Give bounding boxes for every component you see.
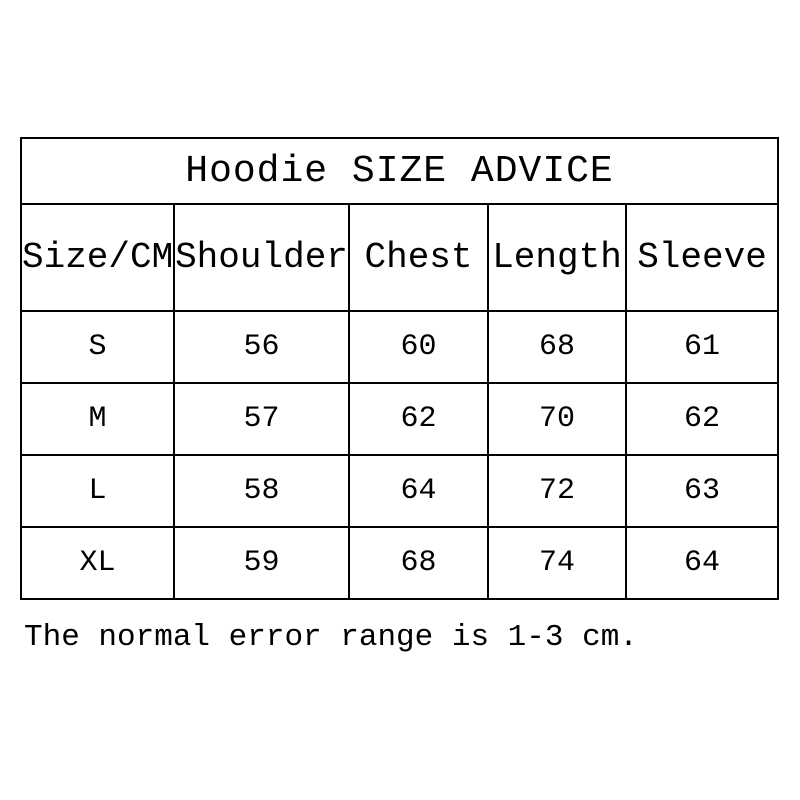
chest-value: 64 bbox=[349, 455, 488, 527]
header-row bbox=[21, 204, 778, 311]
shoulder-value: 59 bbox=[174, 527, 349, 599]
length-value: 68 bbox=[488, 311, 626, 383]
size-label: XL bbox=[21, 527, 174, 599]
size-label: M bbox=[21, 383, 174, 455]
column-header-size: Size/CM bbox=[21, 204, 174, 311]
chest-value: 62 bbox=[349, 383, 488, 455]
shoulder-value: 56 bbox=[174, 311, 349, 383]
sleeve-value: 62 bbox=[626, 383, 778, 455]
chest-value: 68 bbox=[349, 527, 488, 599]
table-title: Hoodie SIZE ADVICE bbox=[21, 138, 778, 204]
chest-value: 60 bbox=[349, 311, 488, 383]
table-row-s bbox=[21, 311, 778, 383]
title-row bbox=[21, 138, 778, 204]
size-label: S bbox=[21, 311, 174, 383]
table-row-m bbox=[21, 383, 778, 455]
table-row-xl bbox=[21, 527, 778, 599]
table-row-l bbox=[21, 455, 778, 527]
sleeve-value: 63 bbox=[626, 455, 778, 527]
size-label: L bbox=[21, 455, 174, 527]
column-header-length: Length bbox=[488, 204, 626, 311]
length-value: 70 bbox=[488, 383, 626, 455]
size-table bbox=[20, 137, 779, 600]
column-header-chest: Chest bbox=[349, 204, 488, 311]
column-header-shoulder: Shoulder bbox=[174, 204, 349, 311]
column-header-sleeve: Sleeve bbox=[626, 204, 778, 311]
length-value: 74 bbox=[488, 527, 626, 599]
sleeve-value: 61 bbox=[626, 311, 778, 383]
shoulder-value: 57 bbox=[174, 383, 349, 455]
error-range-note: The normal error range is 1-3 cm. bbox=[24, 620, 638, 655]
length-value: 72 bbox=[488, 455, 626, 527]
shoulder-value: 58 bbox=[174, 455, 349, 527]
sleeve-value: 64 bbox=[626, 527, 778, 599]
